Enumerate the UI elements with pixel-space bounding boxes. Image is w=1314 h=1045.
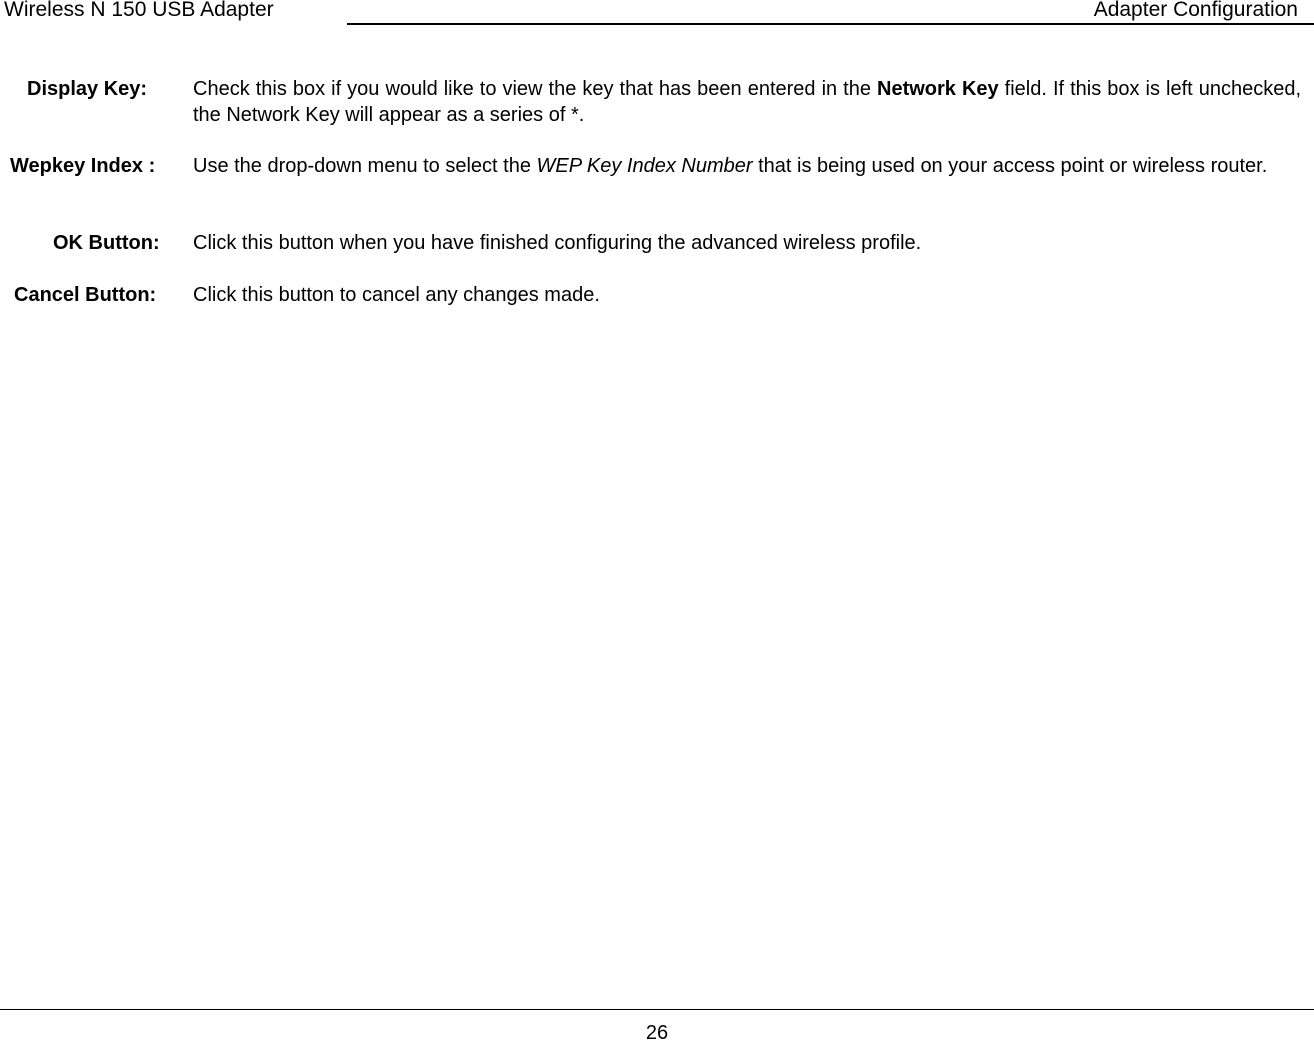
definition-term: OK Button:: [53, 232, 160, 254]
definition-term: Display Key:: [27, 78, 148, 100]
footer-divider: [0, 1009, 1314, 1010]
section-title: Adapter Configuration: [1093, 0, 1298, 21]
emphasis-wep-key-index-number: WEP Key Index Number: [536, 155, 753, 177]
emphasis-network-key: Network Key: [877, 78, 999, 100]
header-divider: [347, 23, 1314, 25]
page-number: 26: [645, 1022, 669, 1044]
definition-term: Wepkey Index :: [10, 155, 156, 177]
definition-term: Cancel Button:: [14, 284, 157, 306]
document-title: Wireless N 150 USB Adapter: [4, 0, 274, 21]
definition-description: Check this box if you would like to view the key that has been entered in the Network Key field. If this box is left unchecked, the Network Key will appear as a series of *.: [193, 78, 1302, 126]
page-header: [0, 0, 1314, 26]
definition-description: Click this button when you have finished configuring the advanced wireless profile.: [193, 232, 922, 254]
definition-description: Use the drop-down menu to select the WEP Key Index Number that is being used on your access point or wireless router.: [193, 155, 1268, 177]
definition-description: Click this button to cancel any changes made.: [193, 284, 600, 306]
